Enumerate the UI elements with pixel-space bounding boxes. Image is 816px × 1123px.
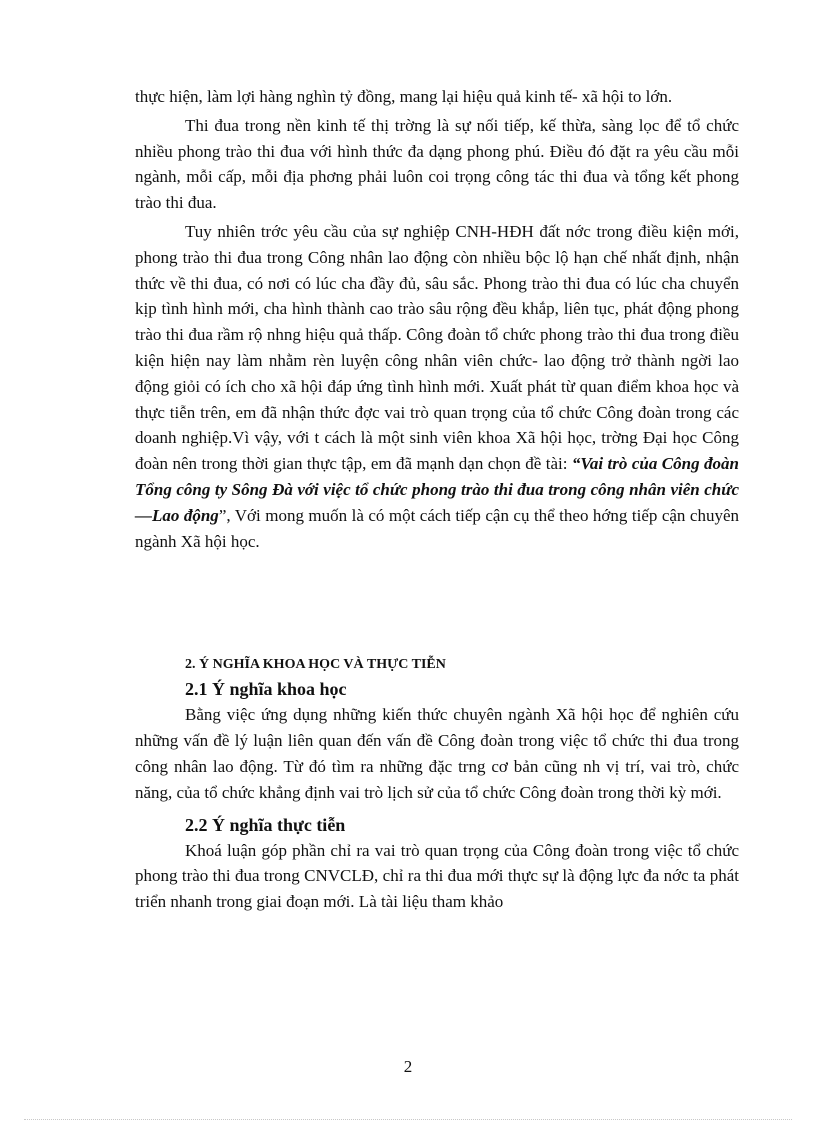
subsection-heading-scientific: 2.1 Ý nghĩa khoa học [185, 679, 347, 700]
page-bottom-divider [24, 1119, 792, 1120]
paragraph-scientific-significance: Bằng việc ứng dụng những kiến thức chuyên ngành Xã hội học để nghiên cứu những vấn đề lý luận liên quan đến vấn đề Công đoàn trong việc tổ chức thi đua trong công nhân lao động. Từ đó tìm ra những đặc trng cơ bản cũng nh vị trí, vai trò, chức năng, của tổ chức khẳng định vai trò lịch sử của tổ chức Công đoàn trong thời kỳ mới. [135, 705, 739, 802]
paragraph-thesis-topic [135, 219, 739, 554]
section-heading: 2. Ý NGHĨA KHOA HỌC VÀ THỰC TIỄN [185, 657, 446, 673]
paragraph-continuation: thực hiện, làm lợi hàng nghìn tỷ đồng, mang lại hiệu quả kinh tế- xã hội to lớn. [135, 87, 673, 106]
paragraph-competition: Thi đua trong nền kinh tế thị trờng là sự nối tiếp, kế thừa, sàng lọc để tổ chức nhiều phong trào thi đua với hình thức đa dạng phong phú. Điều đó đặt ra yêu cầu mỗi ngành, mỗi cấp, mỗi địa phơng phải luôn coi trọng công tác thi đua và tổng kết phong trào thi đua. [135, 115, 739, 213]
page-number: 2 [403, 1057, 413, 1076]
paragraph-thesis-topic-intro: Tuy nhiên trớc yêu cầu của sự nghiệp CNH-HĐH đất nớc trong điều kiện mới, phong trào thi đua trong Công nhân lao động còn nhiều bộc lộ hạn chế nhất định, nhận thức về thi đua, có nơi có lúc cha đầy đủ, sâu sắc. Phong trào thi đua có lúc cha chuyển kịp tình hình mới, cha hình thành cao trào sâu rộng đều khắp, liên tục, phát động phong trào thi đua rầm rộ nhng hiệu quả thấp. Công đoàn tổ chức phong trào thi đua trong điều kiện hiện nay làm nhằm rèn luyện công nhân viên chức- lao động trở thành ngời lao động giỏi có ích cho xã hội đáp ứng tình hình mới. Xuất phát từ quan điểm khoa học và thực tiễn trên, em đã nhận thức đợc vai trò quan trọng của tổ chức Công đoàn trong các doanh nghiệp.Vì vậy, với t cách là một sinh viên khoa Xã hội học, trờng Đại học Công đoàn nên trong thời gian thực tập, em đã mạnh dạn chọn đề tài: [135, 221, 739, 474]
page-body [135, 84, 739, 915]
thesis-title: “Vai trò của Công đoàn Tổng công ty Sông Đà với việc tổ chức phong trào thi đua trong công nhân viên chức —Lao động [135, 454, 739, 525]
subsection-heading-practical: 2.2 Ý nghĩa thực tiễn [185, 814, 346, 835]
paragraph-practical-significance: Khoá luận góp phần chỉ ra vai trò quan trọng của Công đoàn trong việc tổ chức phong trào thi đua trong CNVCLĐ, chỉ ra thi đua mới thực sự là động lực đa nớc ta phát triển nhanh trong giai đoạn mới. Là tài liệu tham khảo [135, 840, 739, 912]
paragraph-thesis-topic-outro: ”, Với mong muốn là có một cách tiếp cận cụ thể theo hớng tiếp cận chuyên ngành Xã hội học. [135, 505, 739, 551]
section-spacer [135, 554, 739, 654]
